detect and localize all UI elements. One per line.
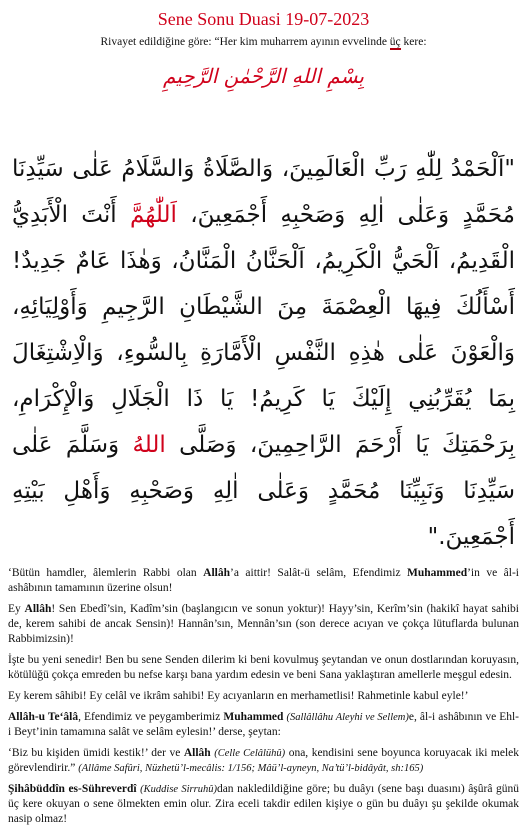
arabic-text-3: وَسَلَّمَ عَلٰى سَيِّدِنَا وَنَبِيِّنَا مُحَمَّدٍ وَعَلٰى اٰلِهِ وَصَحْبِهِ وَأَهْلِ بَيْتِهِ أَجْمَعِينَ." — [12, 432, 515, 550]
text: dan nakledildiğine göre; bu duâyı (sene başı duasını) âşûrâ günü üç kere okuyan o sene ölmekten emin olur. Zira eceli takdir edilen kişiye o gün bu duâyı şu şekilde okumak nasip olmaz! — [8, 783, 520, 825]
text: ’a aittir! Salât-ü selâm, Efendimiz — [229, 567, 408, 579]
source-citation: (Allâme Safûri, Nüzhetü’l-mecâlis: 1/156; Mâü’l-ayneyn, Na’tü’l-bidâyât, sh:165) — [78, 763, 424, 774]
page-title: Sene Sonu Duasi 19-07-2023 — [157, 9, 370, 29]
text: e, âl-i ashâbının ve Ehl-i Beyt’inin tamamına salât ve selâm eylesin!’ derse, şeytan: — [8, 711, 520, 738]
arabic-text-2: أَنْتَ الْأَبَدِيُّ الْقَدِيمُ، اَلْحَيُّ الْكَرِيمُ، اَلْحَنَّانُ الْمَنَّانُ، وَهٰذَا عَامٌ جَدِيدٌ! أَسْأَلُكَ فِيهَا الْعِصْمَةَ مِنَ الشَّيْطَانِ الرَّجِيمِ وَأَوْلِيَائِهِ، وَالْعَوْنَ عَلٰى هٰذِهِ النَّفْسِ الْأَمَّارَةِ بِالسُّوءِ، وَالْاِشْتِغَالَ بِمَا يُقَرِّبُنِي إِلَيْكَ يَا كَرِيمُ! يَا ذَا الْجَلَالِ وَالْإِكْرَامِ، بِرَحْمَتِكَ يَا أَرْحَمَ الرَّاحِمِينَ، وَصَلَّى — [12, 202, 515, 458]
honorific: (Kuddise Sirruhû) — [140, 784, 217, 795]
translation-paragraph — [8, 566, 519, 596]
text: , Efendimiz ve peygamberimiz — [78, 711, 224, 723]
arabic-red-allahumma: اَللّٰهُمَّ — [130, 202, 177, 228]
arabic-prayer — [8, 146, 519, 560]
text: ‘Bütün hamdler, âlemlerin Rabbi olan — [8, 567, 204, 579]
translation-paragraph — [8, 746, 519, 776]
translation-paragraph — [8, 602, 519, 647]
text: ’in ve âl-i ashâbının tamamının üzerine olsun! — [8, 567, 520, 594]
narration-highlight: üç — [389, 36, 401, 48]
text: ! Sen Ebedî’sin, Kadîm’sin (başlangıcın ve sonun yoktur)! Hayy’sin, Kerîm’sin (hakikî hayat sahibi de, kerem sahibi de ancak Sensin)! Hannân’sın, Mennân’sın (son derece acıyan ve çokça lütuflarda bulunan Rabbimizsin)! — [8, 603, 519, 645]
translation-paragraph: İşte bu yeni senedir! Ben bu sene Senden dilerim ki beni kovulmuş şeytandan ve onun dostlarından koruyasın, kötülüğü çokça emreden bu nefse karşı bana yardım edesin ve beni Sana yaklaştıran amellerle meşgul edesin. — [8, 654, 519, 681]
translation-paragraph: Ey kerem sâhibi! Ey celâl ve ikrâm sahibi! Ey acıyanların en merhametlisi! Rahmetinle kabul eyle!’ — [8, 690, 469, 702]
text: ona, kendisini sene boyunca koruyacak iki melek görevlendirir.” — [8, 747, 520, 774]
name-suhreverdi: Şihâbüddîn es-Sühreverdî — [8, 783, 137, 795]
basmala-calligraphy: بِسْمِ اللهِ الرَّحْمٰنِ الرَّحِيمِ — [162, 64, 364, 88]
name-allah: Allâh — [203, 567, 230, 579]
turkish-translation — [8, 566, 519, 827]
honorific: (Celle Celâlühû) — [214, 748, 286, 759]
name-muhammed: Muhammed — [223, 711, 284, 723]
name-allah: Allâh — [183, 747, 211, 759]
translation-paragraph — [8, 782, 519, 827]
arabic-red-allah: اللهُ — [132, 432, 166, 458]
arabic-text-1: "اَلْحَمْدُ لِلّٰهِ رَبِّ الْعَالَمِينَ، وَالصَّلَاةُ وَالسَّلَامُ عَلٰى سَيِّدِنَا مُحَمَّدٍ وَعَلٰى اٰلِهِ وَصَحْبِهِ أَجْمَعِينَ، — [12, 156, 515, 228]
narration-intro — [8, 34, 519, 50]
honorific: (Sallâllâhu Aleyhi ve Sellem) — [286, 712, 409, 723]
document-page — [0, 8, 527, 825]
text: Ey — [8, 603, 25, 615]
name-allah-teala: Allâh-u Te‘âlâ — [8, 711, 79, 723]
text: ‘Biz bu kişiden ümidi kestik!’ der ve — [8, 747, 184, 759]
narration-text: Rivayet edildiğine göre: “Her kim muharrem ayının evvelinde — [100, 36, 390, 48]
translation-paragraph — [8, 710, 519, 740]
name-muhammed: Muhammed — [407, 567, 468, 579]
name-allah: Allâh — [24, 603, 52, 615]
narration-text-end: kere: — [400, 36, 427, 48]
